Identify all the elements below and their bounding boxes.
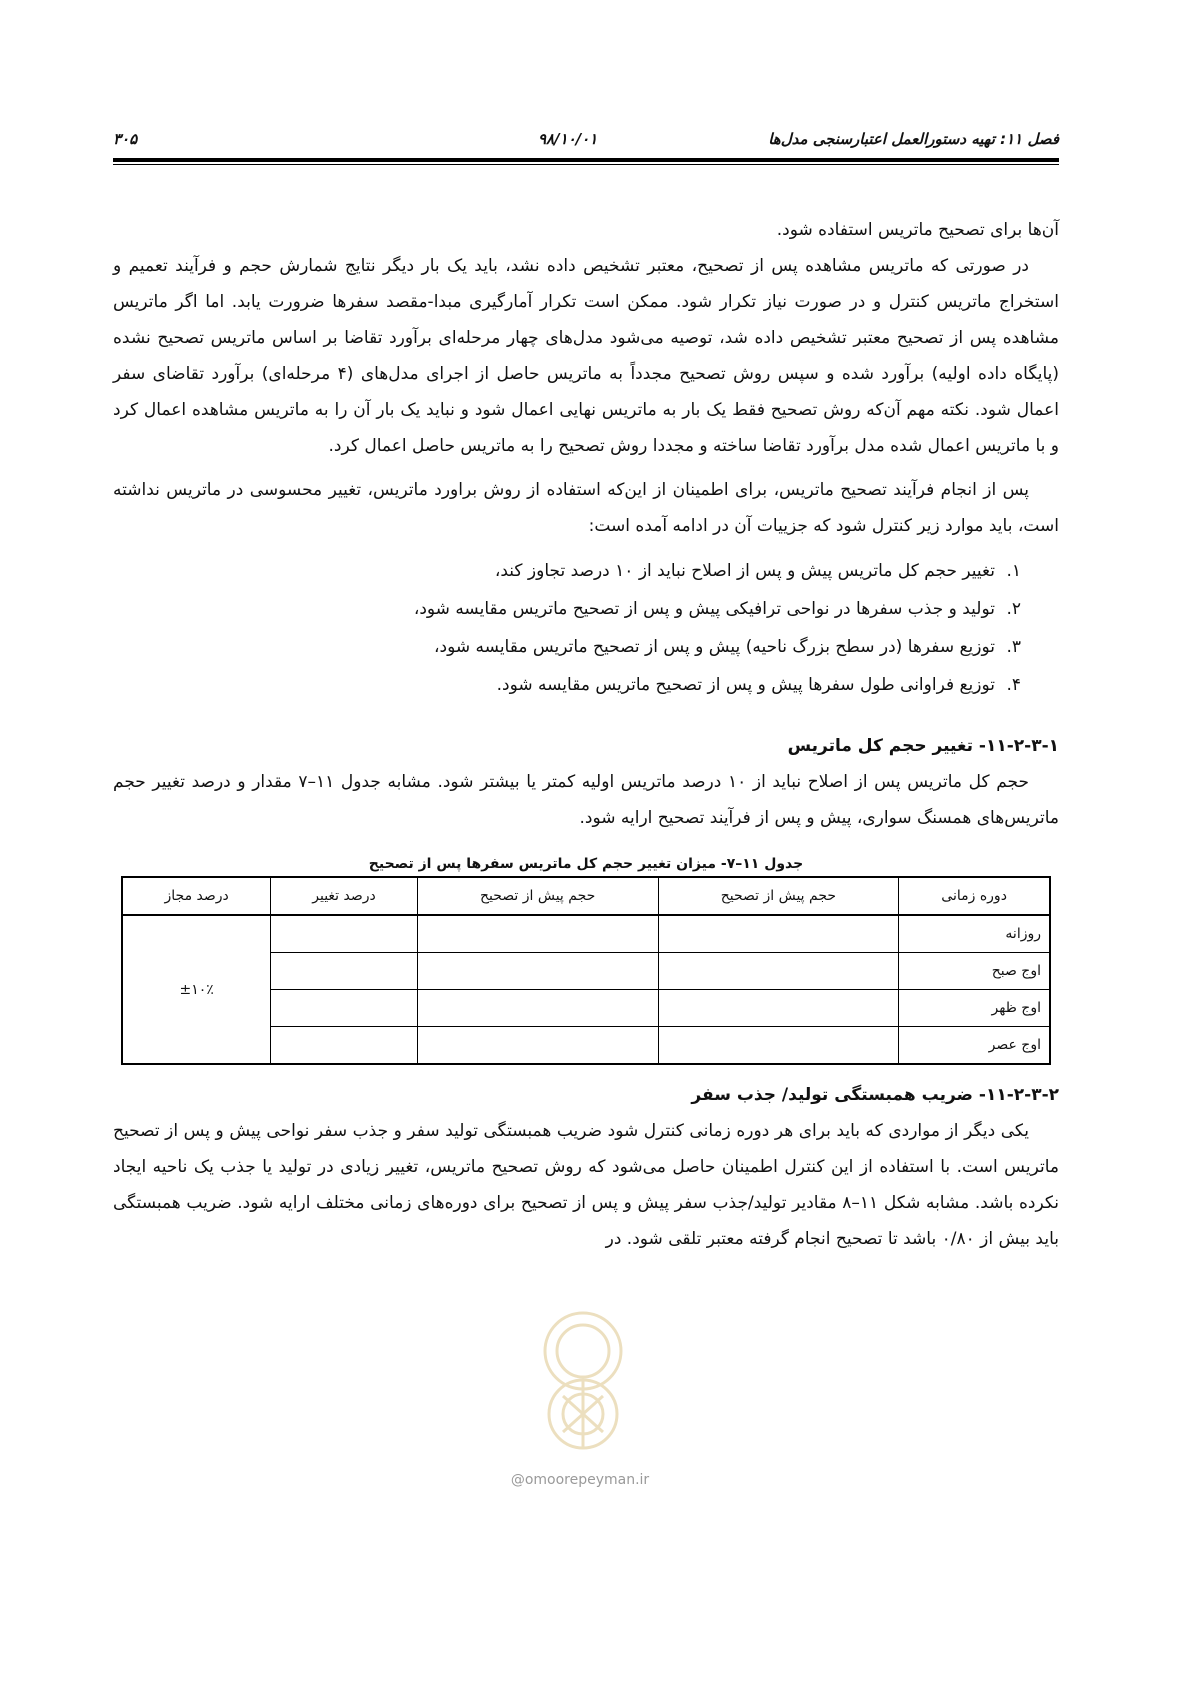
table-cell	[417, 1027, 658, 1065]
chapter-title: فصل ۱۱: تهیه دستورالعمل اعتبارسنجی مدل‌ها	[768, 130, 1059, 148]
column-header: حجم پیش از تصحیح	[417, 877, 658, 915]
check-list	[113, 552, 1059, 704]
period-cell: روزانه	[899, 915, 1050, 953]
allowed-percent-cell: ±۱۰٪	[122, 915, 271, 1064]
list-text: توزیع سفرها (در سطح بزرگ ناحیه) پیش و پس از تصحیح ماتریس مقایسه شود،	[434, 637, 995, 657]
paragraph: یکی دیگر از مواردی که باید برای هر دوره زمانی کنترل شود ضریب همبستگی تولید سفر و جذب سفر نواحی پیش و پس از تصحیح ماتریس است. با استفاده از این کنترل اطمینان حاصل می‌شود که روش تصحیح ماتریس، تغییر زیادی در تولید یا جذب یک ناحیه ایجاد نکرده باشد. مشابه شکل ۱۱–۸ مقادیر تولید/جذب سفر پیش و پس از تصحیح برای دوره‌های زمانی مختلف ارایه شود. ضریب همبستگی باید بیش از ۰/۸۰ باشد تا تصحیح انجام گرفته معتبر تلقی شود. در	[113, 1121, 1059, 1249]
table-cell	[658, 990, 899, 1027]
period-cell: اوج عصر	[899, 1027, 1050, 1065]
paragraph: پس از انجام فرآیند تصحیح ماتریس، برای اطمینان از این‌که استفاده از روش براورد ماتریس، تغییر محسوسی در ماتریس نداشته است، باید موارد زیر کنترل شود که جزییات آن در ادامه آمده است:	[113, 480, 1059, 536]
table-cell	[417, 953, 658, 990]
list-number: ۲.	[1006, 599, 1021, 619]
header-date: ۹۸/۱۰/۰۱	[538, 130, 598, 148]
list-number: ۳.	[1006, 637, 1021, 657]
section-heading: ۱۱-۲-۳-۱- تغییر حجم کل ماتریس	[787, 736, 1059, 756]
table-cell	[417, 915, 658, 953]
paragraph: در صورتی که ماتریس مشاهده پس از تصحیح، معتبر تشخیص داده نشد، باید یک بار دیگر نتایج شمارش حجم و فرآیند تعمیم و استخراج ماتریس کنترل و در صورت نیاز تکرار شود. ممکن است تکرار آمارگیری مبدا-مقصد سفرها ضرورت یابد. اما اگر ماتریس مشاهده پس از تصحیح معتبر تشخیص داده شد، توصیه می‌شود مدل‌های چهار مرحله‌ای برآورد تقاضا بر اساس ماتریس تصحیح نشده (پایگاه داده اولیه) برآورد شده و سپس روش تصحیح مجدداً به ماتریس حاصل از اجرای مدل‌های (۴ مرحله‌ای) برآورد تقاضای سفر اعمال شود. نکته مهم آن‌که روش تصحیح فقط یک بار به ماتریس نهایی اعمال شود و نباید یک بار آن را به ماتریس مشاهده اعمال کرد و با ماتریس اعمال شده مدل برآورد تقاضا ساخته و مجددا روش تصحیح را به ماتریس حاصل اعمال کرد.	[113, 256, 1060, 456]
list-item	[113, 552, 1021, 590]
page-content	[113, 212, 1059, 1257]
period-cell: اوج صبح	[899, 953, 1050, 990]
header-rule-thick	[113, 158, 1059, 162]
list-text: تغییر حجم کل ماتریس پیش و پس از اصلاح نباید از ۱۰ درصد تجاوز کند،	[494, 561, 995, 581]
page-number: ۳۰۵	[113, 130, 138, 148]
paragraph: حجم کل ماتریس پس از اصلاح نباید از ۱۰ درصد ماتریس اولیه کمتر یا بیشتر شود. مشابه جدول ۱۱–۷ مقدار و درصد تغییر حجم ماتریس‌های همسنگ سواری، پیش و پس از فرآیند تصحیح ارایه شود.	[113, 772, 1059, 828]
table-cell	[271, 990, 417, 1027]
list-item	[113, 628, 1021, 666]
watermark-url: @omoorepeyman.ir	[510, 1472, 650, 1488]
table-header-row	[122, 877, 1050, 915]
table-cell	[271, 915, 417, 953]
table-row	[122, 915, 1050, 953]
table-cell	[658, 1027, 899, 1065]
list-item	[113, 666, 1021, 704]
period-cell: اوج ظهر	[899, 990, 1050, 1027]
list-number: ۴.	[1006, 675, 1021, 695]
list-text: توزیع فراوانی طول سفرها پیش و پس از تصحیح ماتریس مقایسه شود.	[496, 675, 995, 695]
column-header: حجم پیش از تصحیح	[658, 877, 899, 915]
column-header: درصد تغییر	[271, 877, 417, 915]
section-heading: ۱۱-۲-۳-۲- ضریب همبستگی تولید/ جذب سفر	[691, 1085, 1059, 1105]
column-header: درصد مجاز	[122, 877, 271, 915]
volume-change-table	[121, 876, 1051, 1065]
publisher-seal-watermark	[523, 1296, 643, 1466]
paragraph: آن‌ها برای تصحیح ماتریس استفاده شود.	[776, 220, 1059, 240]
list-text: تولید و جذب سفرها در نواحی ترافیکی پیش و پس از تصحیح ماتریس مقایسه شود،	[413, 599, 995, 619]
list-number: ۱.	[1006, 561, 1021, 581]
table-caption: جدول ۱۱–۷- میزان تغییر حجم کل ماتریس سفرها پس از تصحیح	[368, 856, 804, 872]
table-cell	[417, 990, 658, 1027]
column-header: دوره زمانی	[899, 877, 1050, 915]
table-cell	[271, 953, 417, 990]
table-cell	[658, 953, 899, 990]
table-cell	[271, 1027, 417, 1065]
list-item	[113, 590, 1021, 628]
table-cell	[658, 915, 899, 953]
header-rule-thin	[113, 164, 1059, 165]
